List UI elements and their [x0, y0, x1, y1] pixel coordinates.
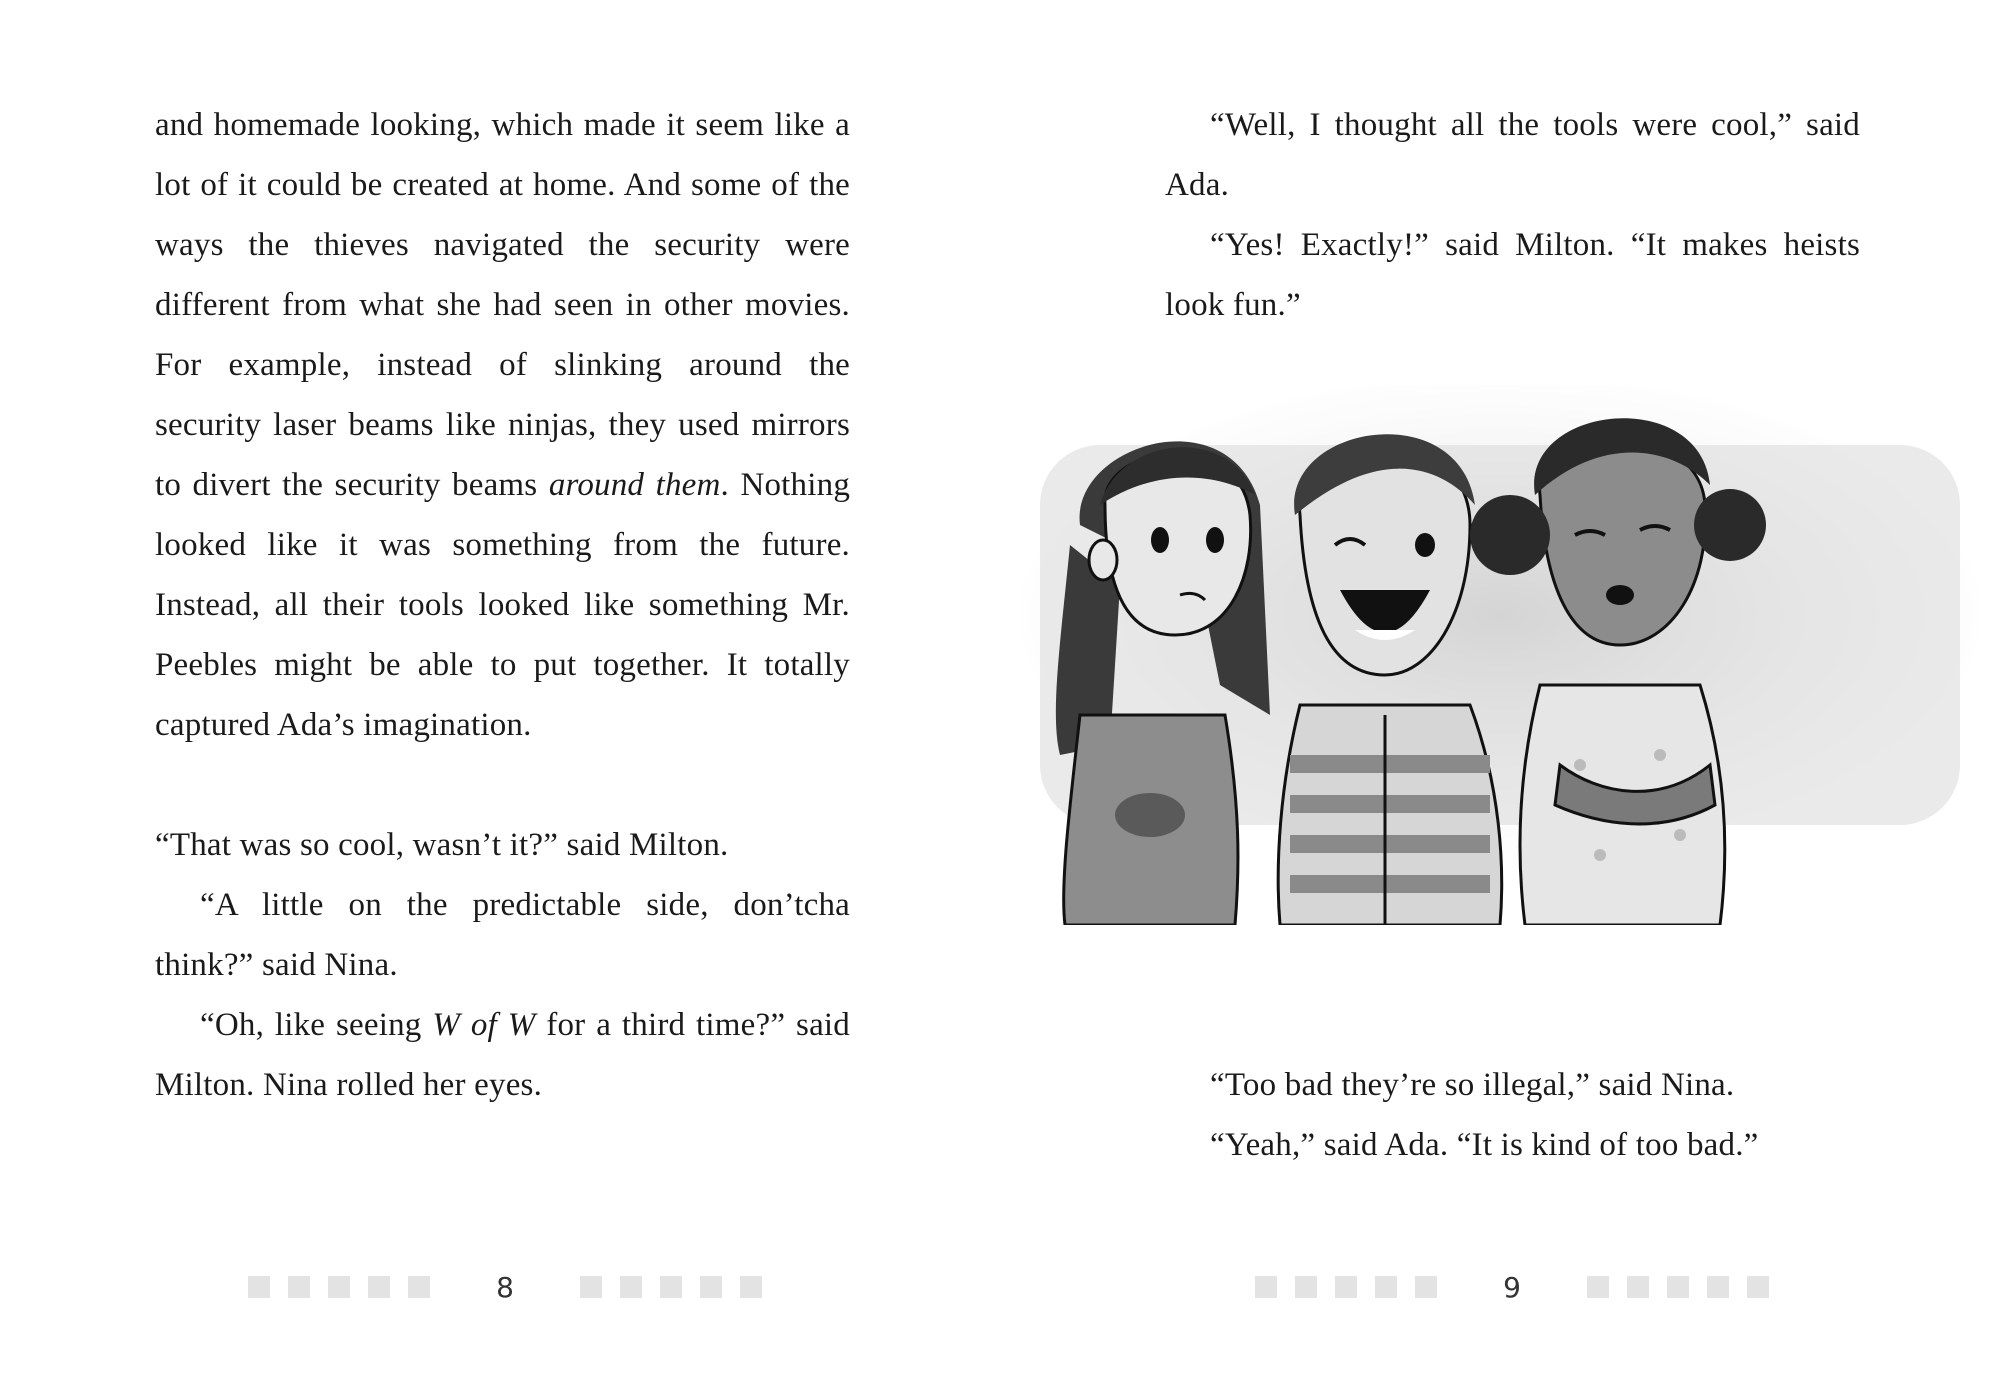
decor-square: [1667, 1276, 1689, 1298]
dialogue-text-end: for a third time?” said Milton. Nina rolled her eyes.: [155, 1007, 850, 1103]
decor-square: [1335, 1276, 1357, 1298]
decor-square: [248, 1276, 270, 1298]
decor-square: [1295, 1276, 1317, 1298]
footer-decoration-left: [248, 1276, 430, 1298]
decor-square: [1627, 1276, 1649, 1298]
dialogue-text: “Well, I thought all the tools were cool,” said Ada.: [1165, 107, 1860, 203]
dialogue-nina-2: [1165, 1055, 1860, 1115]
dialogue-text: “That was so cool, wasn’t it?” said Milton.: [155, 827, 729, 863]
decor-square: [1707, 1276, 1729, 1298]
decor-square: [740, 1276, 762, 1298]
dialogue-text: “Oh, like seeing: [200, 1007, 433, 1043]
dialogue-text: “Yeah,” said Ada. “It is kind of too bad.”: [1210, 1127, 1759, 1163]
illustration-three-kids: [1000, 385, 2000, 925]
decor-square: [1375, 1276, 1397, 1298]
dialogue-milton-3: [1165, 215, 1860, 335]
decor-square: [408, 1276, 430, 1298]
dialogue-ada-2: [1165, 1115, 1860, 1175]
dialogue-milton-2: [155, 995, 850, 1115]
decor-square: [1415, 1276, 1437, 1298]
dialogue-text: “A little on the predictable side, don’tcha think?” said Nina.: [155, 887, 850, 983]
page-footer: [248, 1272, 762, 1302]
decor-square: [700, 1276, 722, 1298]
footer-decoration-right: [1587, 1276, 1769, 1298]
decor-square: [1255, 1276, 1277, 1298]
section-gap: [155, 755, 850, 815]
page-number: 8: [496, 1270, 514, 1304]
dialogue-text: “Yes! Exactly!” said Milton. “It makes heists look fun.”: [1165, 227, 1860, 323]
page-footer: [1255, 1272, 1769, 1302]
left-page-text: [155, 95, 850, 1115]
decor-square: [620, 1276, 642, 1298]
decor-square: [1747, 1276, 1769, 1298]
paragraph-text-end: . Nothing looked like it was something from the future. Instead, all their tools looked like something Mr. Peebles might be able to put together. It totally captured Ada’s imagination.: [155, 467, 851, 743]
page-number: 9: [1503, 1270, 1521, 1304]
decor-square: [580, 1276, 602, 1298]
italic-phrase: around them: [548, 467, 721, 503]
decor-square: [368, 1276, 390, 1298]
decor-square: [660, 1276, 682, 1298]
decor-square: [328, 1276, 350, 1298]
dialogue-milton-1: [155, 815, 850, 875]
dialogue-text: “Too bad they’re so illegal,” said Nina.: [1210, 1067, 1735, 1103]
paragraph-text: and homemade looking, which made it seem like a lot of it could be created at home. And some of the ways the thieves navigated the security were different from what she had seen in other movies. For example, instead of slinking around the security laser beams like ninjas, they used mirrors to divert the security beams: [155, 107, 850, 503]
paragraph-continuation: [155, 95, 850, 755]
italic-title: W of W: [432, 1007, 536, 1043]
decor-square: [288, 1276, 310, 1298]
decor-square: [1587, 1276, 1609, 1298]
right-page-text-bottom: [1165, 1055, 1860, 1175]
footer-decoration-right: [580, 1276, 762, 1298]
right-page: [1000, 0, 2000, 1377]
dialogue-ada-1: [1165, 95, 1860, 215]
dialogue-nina-1: [155, 875, 850, 995]
right-page-text-top: [1165, 95, 1860, 335]
footer-decoration-left: [1255, 1276, 1437, 1298]
